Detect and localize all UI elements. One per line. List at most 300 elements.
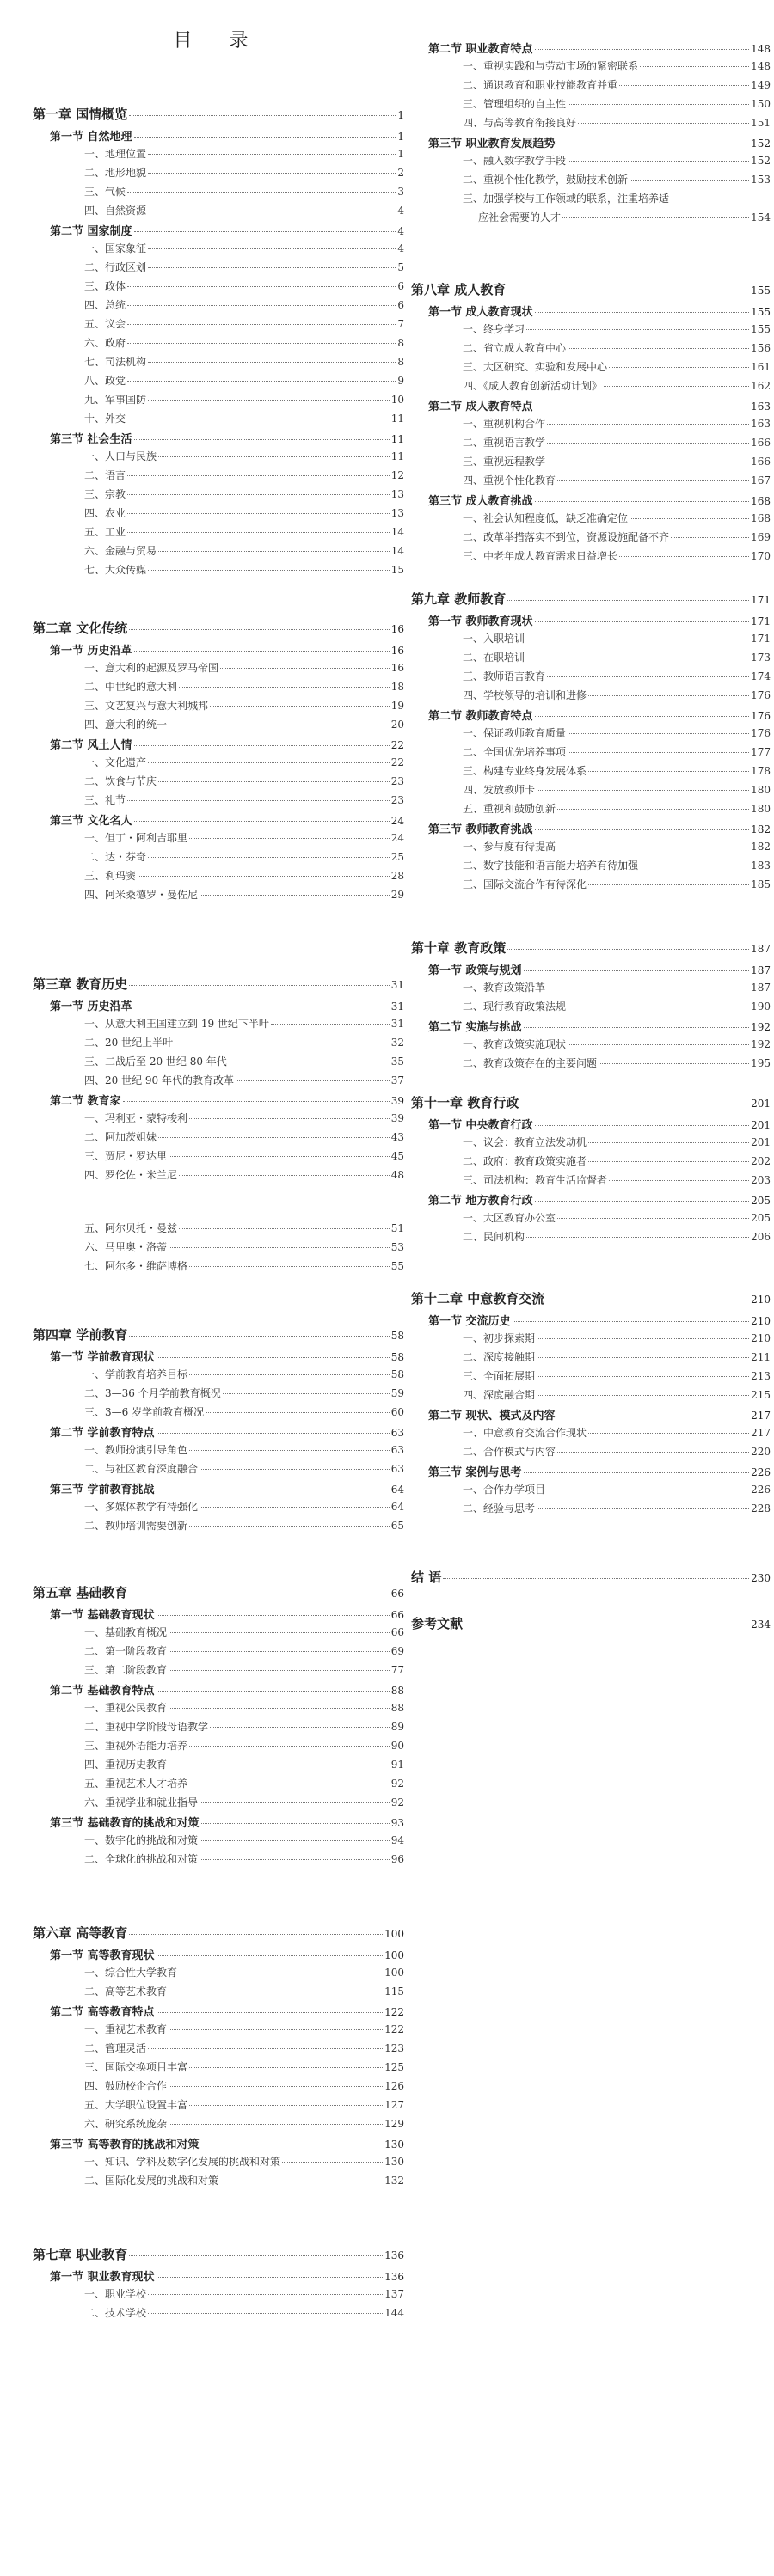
toc-item[interactable]: [411, 435, 771, 454]
toc-section[interactable]: [411, 303, 771, 321]
dot-leader: [179, 1175, 390, 1176]
toc-label: 六、政府: [84, 337, 126, 349]
toc-item[interactable]: [33, 165, 404, 184]
toc-item[interactable]: [33, 887, 404, 906]
dot-leader: [157, 2012, 384, 2013]
toc-item[interactable]: [33, 1148, 404, 1167]
dot-leader: [557, 1218, 749, 1219]
toc-label: 五、工业: [84, 526, 126, 538]
toc-section[interactable]: [33, 2267, 404, 2286]
toc-item[interactable]: [33, 297, 404, 316]
toc-item[interactable]: [33, 830, 404, 849]
toc-item[interactable]: [33, 1499, 404, 1518]
dot-leader: [210, 706, 390, 707]
toc-item[interactable]: [33, 1461, 404, 1480]
toc-item[interactable]: [33, 449, 404, 468]
toc-item[interactable]: [33, 1258, 404, 1277]
toc-section[interactable]: [411, 1191, 771, 1210]
toc-page-number: 190: [751, 1000, 771, 1013]
toc-item[interactable]: [33, 1719, 404, 1738]
toc-page-number: 8: [397, 337, 404, 349]
toc-section[interactable]: [33, 1946, 404, 1965]
dot-leader: [169, 2086, 383, 2087]
toc-item[interactable]: [411, 744, 771, 763]
toc-label: 第三节 高等教育的挑战和对策: [50, 2139, 200, 2151]
toc-item[interactable]: [411, 1331, 771, 1349]
toc-item[interactable]: [411, 801, 771, 820]
toc-item[interactable]: [33, 717, 404, 736]
toc-item[interactable]: [33, 660, 404, 679]
toc-label: 二、民间机构: [463, 1231, 525, 1243]
toc-page-number: 16: [390, 662, 404, 674]
toc-section[interactable]: [411, 1312, 771, 1331]
toc-item[interactable]: [33, 184, 404, 203]
toc-item[interactable]: [411, 96, 771, 115]
toc-item[interactable]: [411, 77, 771, 96]
toc-item[interactable]: [33, 1167, 404, 1186]
toc-item[interactable]: [33, 1221, 404, 1239]
toc-label: 第一节 中央教育行政: [428, 1119, 533, 1132]
toc-section[interactable]: [411, 1406, 771, 1425]
dot-leader: [158, 781, 390, 782]
toc-page-number: 16: [390, 623, 404, 635]
toc-item[interactable]: [33, 2041, 404, 2059]
toc-item[interactable]: [411, 1135, 771, 1153]
dot-leader: [189, 1374, 390, 1375]
toc-section[interactable]: [411, 612, 771, 631]
toc-item[interactable]: [411, 999, 771, 1018]
dot-leader: [535, 1125, 750, 1126]
dot-leader: [535, 49, 750, 50]
toc-label: 一、合作办学项目: [463, 1484, 546, 1496]
toc-label: 第一节 历史沿革: [50, 645, 132, 658]
toc-item[interactable]: [33, 278, 404, 297]
toc-item[interactable]: [33, 868, 404, 887]
toc-item[interactable]: [33, 1984, 404, 2003]
toc-item[interactable]: [411, 782, 771, 801]
toc-item[interactable]: [411, 473, 771, 492]
toc-chapter[interactable]: [411, 1568, 771, 1590]
toc-item[interactable]: [411, 688, 771, 707]
toc-item[interactable]: [411, 725, 771, 744]
toc-item[interactable]: [411, 359, 771, 378]
toc-page-number: 163: [751, 401, 771, 413]
toc-label: 三、重视外语能力培养: [84, 1740, 188, 1752]
dot-leader: [148, 173, 396, 174]
toc-item[interactable]: [411, 1368, 771, 1387]
toc-page-number: 63: [390, 1427, 404, 1439]
toc-item[interactable]: [33, 260, 404, 278]
dot-leader: [169, 1651, 390, 1652]
toc-item[interactable]: [33, 774, 404, 792]
toc-chapter[interactable]: [33, 105, 404, 127]
toc-page-number: 58: [390, 1330, 404, 1342]
dot-leader: [189, 2105, 383, 2106]
dot-leader: [568, 1044, 749, 1045]
toc-item[interactable]: [33, 203, 404, 222]
toc-section[interactable]: [411, 397, 771, 416]
toc-page-number: 28: [390, 870, 404, 882]
toc-item[interactable]: [411, 454, 771, 473]
toc-section[interactable]: [411, 134, 771, 153]
toc-page-number: 37: [390, 1074, 404, 1086]
toc-item[interactable]: [33, 146, 404, 165]
toc-page-number: 192: [751, 1021, 771, 1033]
toc-item[interactable]: [411, 321, 771, 340]
toc-section[interactable]: [33, 1606, 404, 1625]
toc-item[interactable]: [33, 2154, 404, 2173]
toc-item[interactable]: [33, 679, 404, 698]
toc-section[interactable]: [411, 820, 771, 839]
toc-item[interactable]: [411, 1349, 771, 1368]
toc-item[interactable]: [33, 755, 404, 774]
toc-item[interactable]: [411, 1055, 771, 1074]
toc-item[interactable]: [411, 1229, 771, 1248]
toc-label: 六、马里奥・洛蒂: [84, 1241, 168, 1253]
toc-item[interactable]: [33, 1367, 404, 1386]
toc-item[interactable]: [411, 858, 771, 877]
toc-item[interactable]: [411, 511, 771, 529]
toc-section[interactable]: [411, 1018, 771, 1037]
dot-leader: [189, 1526, 390, 1527]
toc-chapter[interactable]: [33, 975, 404, 997]
toc-item[interactable]: [33, 468, 404, 486]
toc-item[interactable]: [33, 1662, 404, 1681]
dot-leader: [200, 1802, 390, 1803]
toc-label: 二、现行教育政策法规: [463, 1000, 567, 1013]
toc-chapter[interactable]: [411, 939, 771, 961]
toc-item[interactable]: [33, 1239, 404, 1258]
toc-label: 三、宗教: [84, 488, 126, 500]
toc-item[interactable]: [33, 849, 404, 868]
toc-item[interactable]: [33, 1738, 404, 1757]
toc-item[interactable]: [33, 392, 404, 411]
toc-item-continuation[interactable]: [411, 210, 771, 229]
dot-leader: [535, 1201, 750, 1202]
toc-section[interactable]: [33, 2135, 404, 2154]
toc-section[interactable]: [33, 222, 404, 241]
toc-page-number: 43: [390, 1131, 404, 1143]
toc-item[interactable]: [33, 543, 404, 562]
toc-label: 二、教育政策存在的主要问题: [463, 1057, 598, 1069]
toc-chapter[interactable]: [33, 619, 404, 641]
toc-label: 一、人口与民族: [84, 450, 157, 462]
toc-item[interactable]: [33, 1776, 404, 1795]
toc-page-number: 161: [751, 361, 771, 373]
toc-item[interactable]: [411, 763, 771, 782]
toc-section[interactable]: [411, 1463, 771, 1482]
toc-page-number: 89: [390, 1721, 404, 1733]
toc-item[interactable]: [33, 1833, 404, 1851]
toc-section[interactable]: [33, 1480, 404, 1499]
toc-item[interactable]: [33, 2116, 404, 2135]
toc-chapter[interactable]: [411, 280, 771, 303]
toc-item[interactable]: [33, 316, 404, 335]
toc-chapter[interactable]: [33, 1924, 404, 1946]
toc-item[interactable]: [33, 2173, 404, 2192]
toc-item[interactable]: [33, 792, 404, 811]
toc-label: 四、意大利的统一: [84, 719, 168, 731]
toc-label: 七、大众传媒: [84, 564, 147, 576]
dot-leader: [588, 771, 749, 772]
toc-label: 第八章 成人教育: [411, 282, 507, 297]
toc-item[interactable]: [33, 486, 404, 505]
toc-label: 一、职业学校: [84, 2288, 147, 2300]
toc-item[interactable]: [33, 1643, 404, 1662]
toc-item[interactable]: [33, 562, 404, 581]
toc-item[interactable]: [411, 340, 771, 359]
dot-leader: [169, 2124, 383, 2125]
toc-label: 一、数字化的挑战和对策: [84, 1834, 199, 1846]
toc-item[interactable]: [33, 1442, 404, 1461]
toc-page-number: 210: [751, 1294, 771, 1306]
toc-label: 四、农业: [84, 507, 126, 519]
toc-chapter[interactable]: [411, 1614, 771, 1637]
toc-section[interactable]: [33, 736, 404, 755]
toc-page-number: 174: [751, 670, 771, 682]
dot-leader: [588, 1142, 749, 1143]
toc-item[interactable]: [411, 416, 771, 435]
toc-label: 二、行政区划: [84, 261, 147, 273]
toc-item[interactable]: [33, 1965, 404, 1984]
toc-label: 三、构建专业终身发展体系: [463, 765, 587, 777]
dot-leader: [568, 348, 749, 349]
toc-section[interactable]: [33, 1814, 404, 1833]
toc-page-number: 20: [390, 719, 404, 731]
toc-page-number: 13: [390, 488, 404, 500]
toc-item[interactable]: [33, 1111, 404, 1129]
toc-page-number: 1: [397, 109, 404, 121]
toc-item[interactable]: [33, 2022, 404, 2041]
toc-label: 二、改革举措落实不到位，资源设施配备不齐: [463, 531, 670, 543]
dot-leader: [630, 180, 749, 181]
toc-label: 九、军事国防: [84, 394, 147, 406]
toc-page-number: 217: [751, 1427, 771, 1439]
toc-item[interactable]: [33, 524, 404, 543]
toc-page-number: 51: [390, 1222, 404, 1234]
toc-item[interactable]: [411, 172, 771, 191]
toc-item[interactable]: [411, 1444, 771, 1463]
toc-label: 一、保证教师教育质量: [463, 727, 567, 739]
toc-item[interactable]: [33, 1757, 404, 1776]
toc-item[interactable]: [411, 58, 771, 77]
toc-item[interactable]: [411, 980, 771, 999]
toc-section[interactable]: [33, 2003, 404, 2022]
toc-page-number: 182: [751, 823, 771, 835]
toc-page-number: 9: [397, 375, 404, 387]
toc-item[interactable]: [411, 1425, 771, 1444]
toc-page-number: 125: [384, 2061, 404, 2073]
toc-chapter[interactable]: [33, 1583, 404, 1606]
toc-section[interactable]: [411, 40, 771, 58]
toc-item[interactable]: [411, 548, 771, 567]
toc-label: 二、政府：教育政策实施者: [463, 1155, 587, 1167]
toc-page-number: 178: [751, 765, 771, 777]
toc-chapter[interactable]: [411, 1093, 771, 1116]
toc-label: 一、重视公民教育: [84, 1702, 168, 1714]
toc-item[interactable]: [411, 650, 771, 669]
toc-label: 第一节 自然地理: [50, 131, 132, 144]
toc-label: 一、议会：教育立法发动机: [463, 1136, 587, 1148]
toc-item[interactable]: [33, 373, 404, 392]
toc-item[interactable]: [33, 1073, 404, 1092]
toc-label: 一、社会认知程度低，缺乏准确定位: [463, 512, 629, 524]
toc-item[interactable]: [411, 631, 771, 650]
toc-label: 一、入职培训: [463, 633, 525, 645]
toc-item[interactable]: [411, 153, 771, 172]
dot-leader: [200, 1507, 390, 1508]
dot-leader: [134, 651, 390, 652]
toc-section[interactable]: [33, 127, 404, 146]
toc-item[interactable]: [33, 411, 404, 430]
toc-item[interactable]: [33, 241, 404, 260]
toc-item[interactable]: [33, 1129, 404, 1148]
toc-page-number: 185: [751, 878, 771, 890]
toc-item[interactable]: [33, 354, 404, 373]
toc-page-number: 90: [390, 1740, 404, 1752]
dot-leader: [157, 1955, 384, 1956]
toc-chapter[interactable]: [411, 1289, 771, 1312]
toc-section[interactable]: [411, 492, 771, 511]
toc-chapter[interactable]: [33, 1325, 404, 1348]
toc-item[interactable]: [411, 115, 771, 134]
dot-leader: [179, 687, 390, 688]
toc-item[interactable]: [33, 1035, 404, 1054]
toc-label: 一、综合性大学教育: [84, 1967, 178, 1979]
toc-label: 第十二章 中意教育交流: [411, 1291, 545, 1306]
toc-item[interactable]: [411, 1387, 771, 1406]
toc-item[interactable]: [33, 1795, 404, 1814]
toc-item[interactable]: [411, 669, 771, 688]
toc-item[interactable]: [411, 1501, 771, 1520]
dot-leader: [537, 1395, 749, 1396]
toc-page-number: 14: [390, 526, 404, 538]
toc-label: 七、司法机构: [84, 356, 147, 368]
toc-page-number: 148: [751, 43, 771, 55]
dot-leader: [588, 1161, 749, 1162]
toc-section[interactable]: [411, 707, 771, 725]
dot-leader: [200, 895, 390, 896]
toc-item[interactable]: [33, 2305, 404, 2324]
toc-item[interactable]: [411, 877, 771, 896]
toc-section[interactable]: [411, 961, 771, 980]
dot-leader: [557, 480, 749, 481]
dot-leader: [169, 1632, 390, 1633]
toc-item[interactable]: [411, 191, 771, 210]
toc-item[interactable]: [411, 378, 771, 397]
toc-page-number: 173: [751, 652, 771, 664]
toc-item[interactable]: [33, 1700, 404, 1719]
dot-leader: [157, 1615, 390, 1616]
toc-item[interactable]: [33, 1851, 404, 1870]
toc-page-number: 24: [390, 815, 404, 827]
toc-item[interactable]: [33, 505, 404, 524]
toc-page-number: 1: [397, 131, 404, 143]
dot-leader: [129, 115, 396, 116]
toc-item[interactable]: [33, 1625, 404, 1643]
toc-page-number: 205: [751, 1195, 771, 1207]
toc-label: 四、重视个性化教育: [463, 474, 556, 486]
dot-leader: [537, 1376, 749, 1377]
toc-label: 三、教师语言教育: [463, 670, 546, 682]
toc-chapter[interactable]: [411, 590, 771, 612]
toc-section[interactable]: [33, 641, 404, 660]
toc-item[interactable]: [33, 1054, 404, 1073]
toc-item[interactable]: [411, 1172, 771, 1191]
toc-section[interactable]: [33, 811, 404, 830]
dot-leader: [630, 518, 749, 519]
toc-item[interactable]: [33, 335, 404, 354]
toc-label: 第三节 学前教育挑战: [50, 1484, 155, 1496]
dot-leader: [210, 1727, 390, 1728]
toc-label: 二、全国优先培养事项: [463, 746, 567, 758]
toc-item[interactable]: [33, 2078, 404, 2097]
toc-label: 七、阿尔多・维萨博格: [84, 1260, 188, 1272]
toc-item[interactable]: [411, 1482, 771, 1501]
toc-page-number: 166: [751, 456, 771, 468]
toc-chapter[interactable]: [33, 2245, 404, 2267]
toc-label: 四、《成人教育创新活动计划》: [463, 380, 603, 392]
toc-item[interactable]: [411, 839, 771, 858]
toc-item[interactable]: [33, 1386, 404, 1404]
toc-item[interactable]: [33, 1518, 404, 1537]
toc-item[interactable]: [411, 1210, 771, 1229]
toc-page-number: 3: [397, 186, 404, 198]
toc-item[interactable]: [33, 2059, 404, 2078]
toc-label: 五、阿尔贝托・曼兹: [84, 1222, 178, 1234]
toc-label: 一、但丁・阿利吉耶里: [84, 832, 188, 844]
toc-item[interactable]: [33, 2286, 404, 2305]
toc-page-number: 201: [751, 1119, 771, 1131]
toc-label: 二、达・芬奇: [84, 851, 147, 863]
toc-section[interactable]: [33, 1423, 404, 1442]
toc-page-number: 132: [384, 2175, 404, 2187]
toc-item[interactable]: [33, 2097, 404, 2116]
toc-page-number: 32: [390, 1037, 404, 1049]
toc-section[interactable]: [33, 1092, 404, 1111]
toc-page-number: 166: [751, 437, 771, 449]
toc-label: 第三节 职业教育发展趋势: [428, 138, 556, 150]
toc-label: 四、与高等教育衔接良好: [463, 117, 577, 129]
toc-section[interactable]: [33, 1681, 404, 1700]
toc-item[interactable]: [411, 1037, 771, 1055]
toc-label: 四、深度融合期: [463, 1389, 536, 1401]
toc-page-number: 11: [390, 450, 404, 462]
toc-item[interactable]: [33, 1016, 404, 1035]
toc-item[interactable]: [33, 1404, 404, 1423]
toc-label: 五、重视艺术人才培养: [84, 1778, 188, 1790]
dot-leader: [169, 1156, 390, 1157]
toc-page-number: 210: [751, 1332, 771, 1344]
dot-leader: [157, 1433, 390, 1434]
toc-section[interactable]: [33, 1348, 404, 1367]
dot-leader: [588, 695, 749, 696]
toc-section[interactable]: [33, 430, 404, 449]
toc-page-number: 171: [751, 633, 771, 645]
toc-section[interactable]: [411, 1116, 771, 1135]
toc-label: 二、高等艺术教育: [84, 1986, 168, 1998]
toc-label: 第二节 基础教育特点: [50, 1685, 155, 1698]
dot-leader: [189, 838, 390, 839]
toc-label: 第三节 基础教育的挑战和对策: [50, 1817, 200, 1830]
toc-item[interactable]: [33, 698, 404, 717]
toc-item[interactable]: [411, 1153, 771, 1172]
toc-item[interactable]: [411, 529, 771, 548]
toc-label: 二、重视个性化教学，鼓励技术创新: [463, 174, 629, 186]
toc-page-number: 88: [390, 1702, 404, 1714]
dot-leader: [148, 400, 390, 401]
toc-section[interactable]: [33, 997, 404, 1016]
